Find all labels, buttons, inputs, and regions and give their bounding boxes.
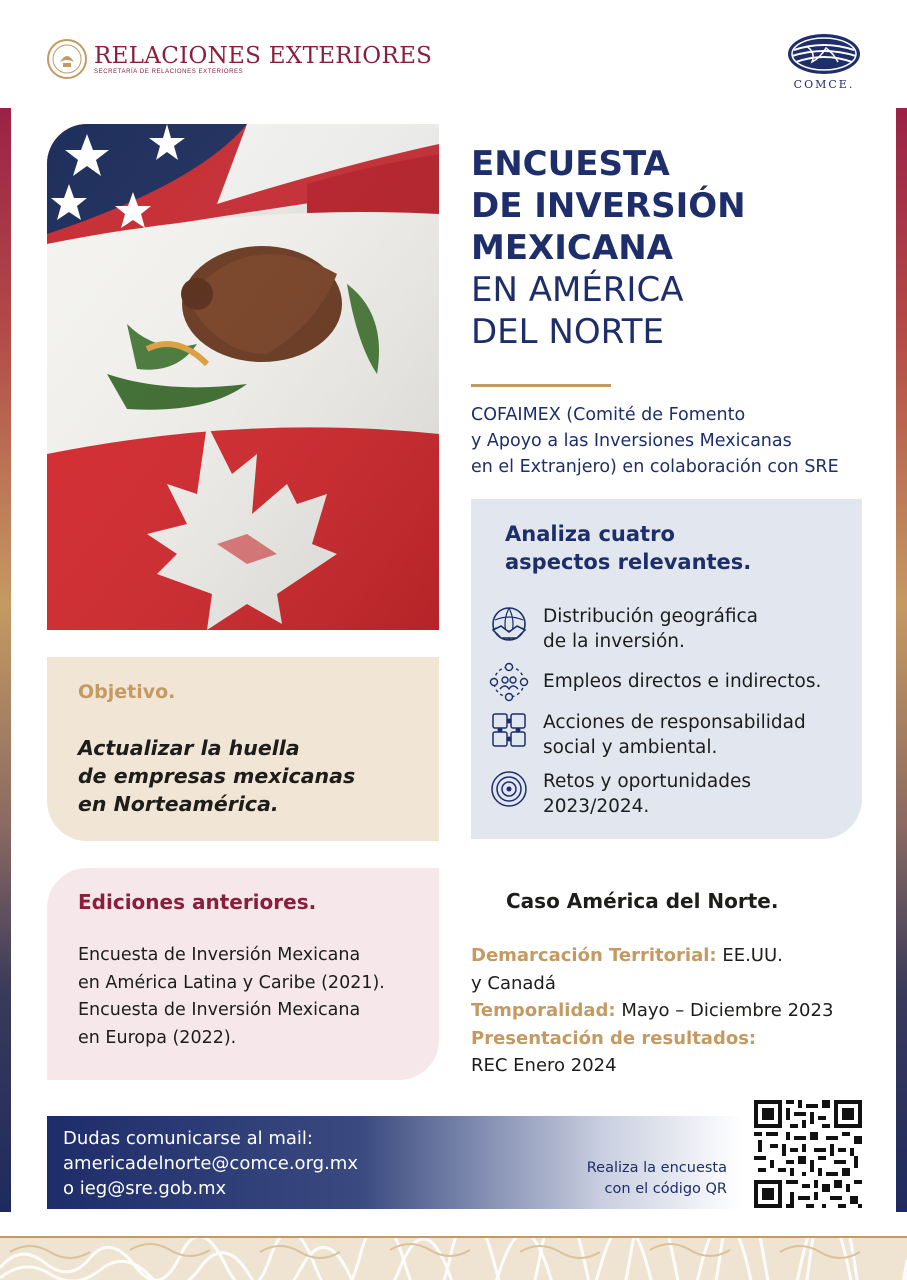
contact-text [63,1126,358,1201]
presentacion-value: REC Enero 2024 [471,1055,617,1076]
objective-line-1: Actualizar la huella [78,736,300,760]
aspect-3-line-2: social y ambiental. [543,737,718,758]
objective-line-2: de empresas mexicanas [78,764,356,788]
editions-text [78,942,438,1052]
editions-line-3: Encuesta de Inversión Mexicana [78,1000,361,1020]
qr-code[interactable] [750,1096,866,1212]
aspect-3-line-1: Acciones de responsabilidad [543,712,806,733]
subtitle-line-1: COFAIMEX (Comité de Fomento [471,405,746,425]
aspect-2-line-1: Empleos directos e indirectos. [543,671,822,692]
comce-label: COMCE. [793,78,855,91]
subtitle [471,402,881,480]
left-gradient-bar [0,108,11,1212]
objective-label: Objetivo. [78,681,176,703]
contact-line-1: Dudas comunicarse al mail: [63,1128,313,1149]
temporalidad-value: Mayo – Diciembre 2023 [621,1000,834,1021]
editions-label: Ediciones anteriores. [78,890,317,914]
demarcacion-value: EE.UU. [722,945,783,966]
aspect-1-line-2: de la inversión. [543,631,685,652]
objective-text [78,734,355,818]
comce-logo [784,32,864,91]
title-line-4: EN AMÉRICA [471,270,684,310]
title-line-2: DE INVERSIÓN [471,186,746,226]
aspects-title-line-1: Analiza cuatro [505,522,675,546]
contact-bar [47,1116,742,1209]
aspect-1-line-1: Distribución geográfica [543,606,759,627]
editions-line-1: Encuesta de Inversión Mexicana [78,945,361,965]
aspect-item [489,662,863,702]
contact-email-1[interactable]: americadelnorte@comce.org.mx [63,1153,358,1174]
caso-title: Caso América del Norte. [506,889,779,913]
target-icon [489,769,529,809]
editions-line-4: en Europa (2022). [78,1027,237,1048]
mexico-seal-icon [46,38,88,80]
aspect-item [489,710,863,760]
editions-card [47,868,439,1080]
demarcacion-value-2: y Canadá [471,972,556,994]
qr-caption-line-2: con el código QR [604,1181,727,1197]
globe-icon [786,32,862,76]
aspects-title [505,520,751,576]
aspect-item [489,604,863,654]
main-title [471,143,871,353]
sre-title: RELACIONES EXTERIORES [94,43,433,69]
qr-caption-line-1: Realiza la encuesta [586,1160,727,1176]
title-line-3: MEXICANA [471,228,673,268]
objective-line-3: en Norteamérica. [78,792,279,816]
sre-subtitle: SECRETARÍA DE RELACIONES EXTERIORES [94,69,244,75]
objective-card [47,657,439,841]
presentacion-label: Presentación de resultados: [471,1027,757,1049]
subtitle-line-2: y Apoyo a las Inversiones Mexicanas [471,431,792,451]
aspects-title-line-2: aspectos relevantes. [505,550,752,574]
title-line-5: DEL NORTE [471,312,665,352]
people-network-icon [489,662,529,702]
aspect-item [489,769,863,819]
hands-puzzle-icon [489,710,529,750]
aspects-card [471,499,862,839]
flags-photo [47,124,439,630]
aspect-4-line-1: Retos y oportunidades [543,771,751,792]
right-gradient-bar [896,108,907,1212]
temporalidad-label: Temporalidad: [471,1000,616,1021]
editions-line-2: en América Latina y Caribe (2021). [78,972,385,993]
ornamental-band [0,1238,907,1280]
title-divider [471,384,611,387]
qr-caption [547,1158,727,1200]
globe-handshake-icon [489,604,529,644]
aspect-4-line-2: 2023/2024. [543,796,650,817]
subtitle-line-3: en el Extranjero) en colaboración con SRE [471,457,839,477]
demarcacion-label: Demarcación Territorial: [471,945,717,966]
title-line-1: ENCUESTA [471,144,670,184]
contact-line-3[interactable]: o ieg@sre.gob.mx [63,1178,227,1199]
caso-info [471,942,881,1080]
sre-logo [46,38,432,80]
